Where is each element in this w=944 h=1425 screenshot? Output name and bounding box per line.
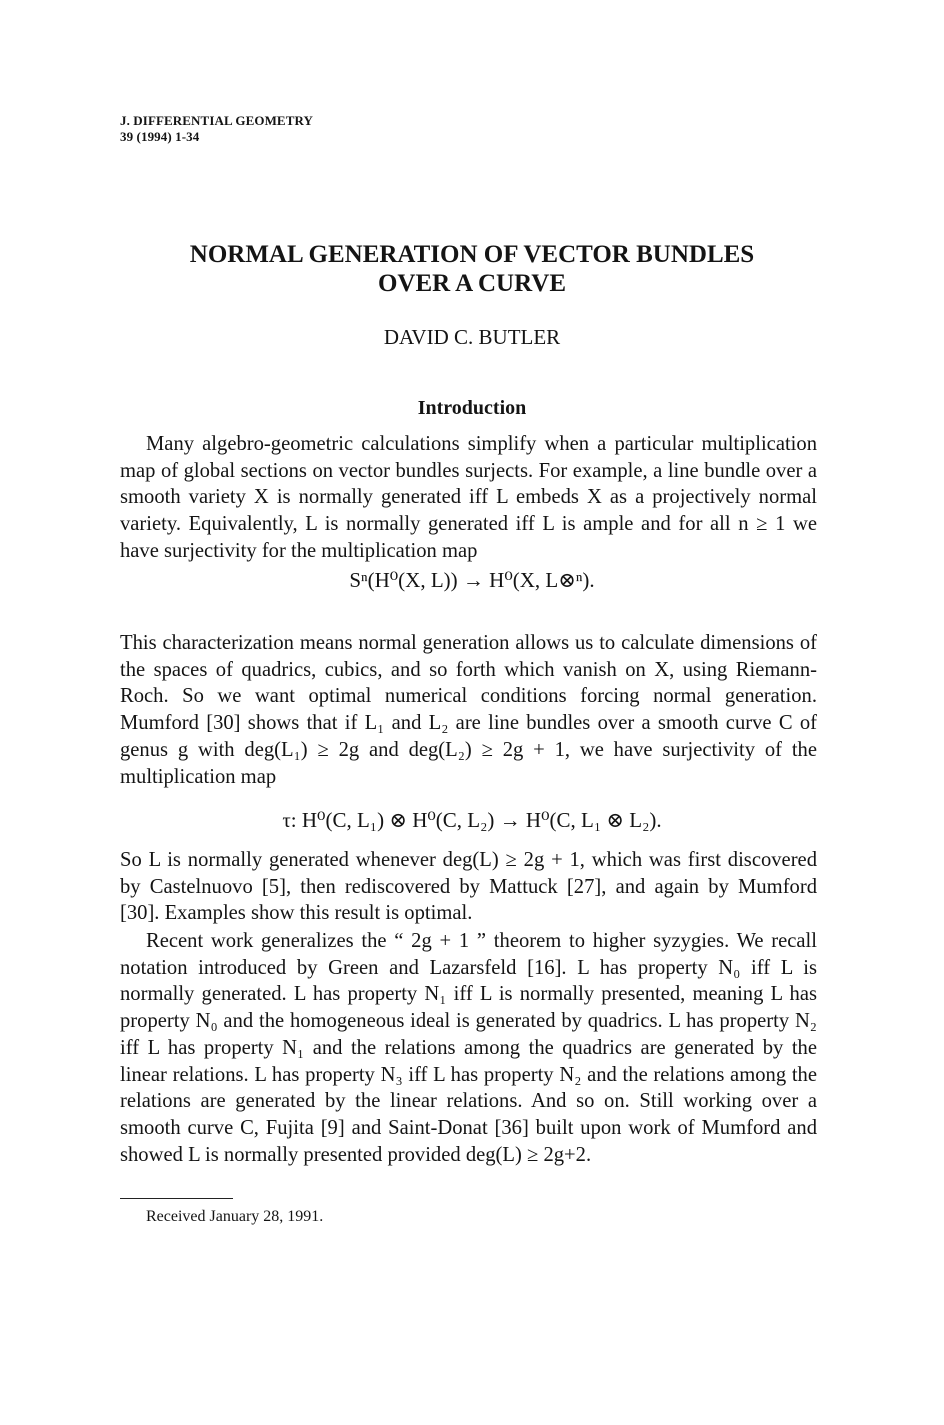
title-line-1: NORMAL GENERATION OF VECTOR BUNDLES (189, 241, 755, 268)
author-name: DAVID C. BUTLER (383, 325, 561, 349)
paragraph-1: Many algebro-geometric calculations simplify when a particular multiplication map of global sections on vector bundles surjects. For example, a line bundle over a smooth variety X is normally generated iff L embeds X as a projectively normal variety. Equivalently, L is normally generated iff L is ample and for all n ≥ 1 we have surjectivity for the multiplication map (120, 433, 817, 562)
journal-header (120, 113, 313, 145)
footnote: Received January 28, 1991. (146, 1208, 324, 1225)
section-heading: Introduction (417, 397, 527, 419)
paragraph-4: Recent work generalizes the “ 2g + 1 ” theorem to higher syzygies. We recall notation introduced by Green and Lazarsfeld [16]. L has property N₀ iff L is normally generated. L has property N₁ iff L is normally presented, meaning L has property N₀ and the homogeneous ideal is generated by quadrics. L has property N₂ iff L has property N₁ and the relations among the quadrics are generated by the linear relations. L has property N₃ iff L has property N₂ and the relations among the relations are generated by the linear relations. And so on. Still working over a smooth curve C, Fujita [9] and Saint-Donat [36] built upon work of Mumford and showed L is normally presented provided deg(L) ≥ 2g+2. (120, 930, 817, 1166)
title-line-2: OVER A CURVE (377, 270, 567, 297)
journal-volume: 39 (1994) 1-34 (120, 129, 200, 144)
journal-name: J. DIFFERENTIAL GEOMETRY (120, 113, 313, 128)
footnote-divider (120, 1198, 233, 1199)
paragraph-2: This characterization means normal generation allows us to calculate dimensions of the spaces of quadrics, cubics, and so forth which vanish on X, using Riemann-Roch. So we want optimal numerical conditions forcing normal generation. Mumford [30] shows that if L₁ and L₂ are line bundles over a smooth curve C of genus g with deg(L₁) ≥ 2g and deg(L₂) ≥ 2g + 1, we have surjectivity of the multiplication map (120, 632, 817, 788)
paper-title (0, 240, 944, 298)
paragraph-3: So L is normally generated whenever deg(L) ≥ 2g + 1, which was first discovered by Castelnuovo [5], then rediscovered by Mattuck [27], and again by Mumford [30]. Examples show this result is optimal. (120, 849, 817, 925)
equation-1: Sⁿ(H⁰(X, L)) → H⁰(X, L⊗ⁿ). (349, 568, 595, 592)
equation-2: τ: H⁰(C, L₁) ⊗ H⁰(C, L₂) → H⁰(C, L₁ ⊗ L₂). (282, 808, 662, 832)
